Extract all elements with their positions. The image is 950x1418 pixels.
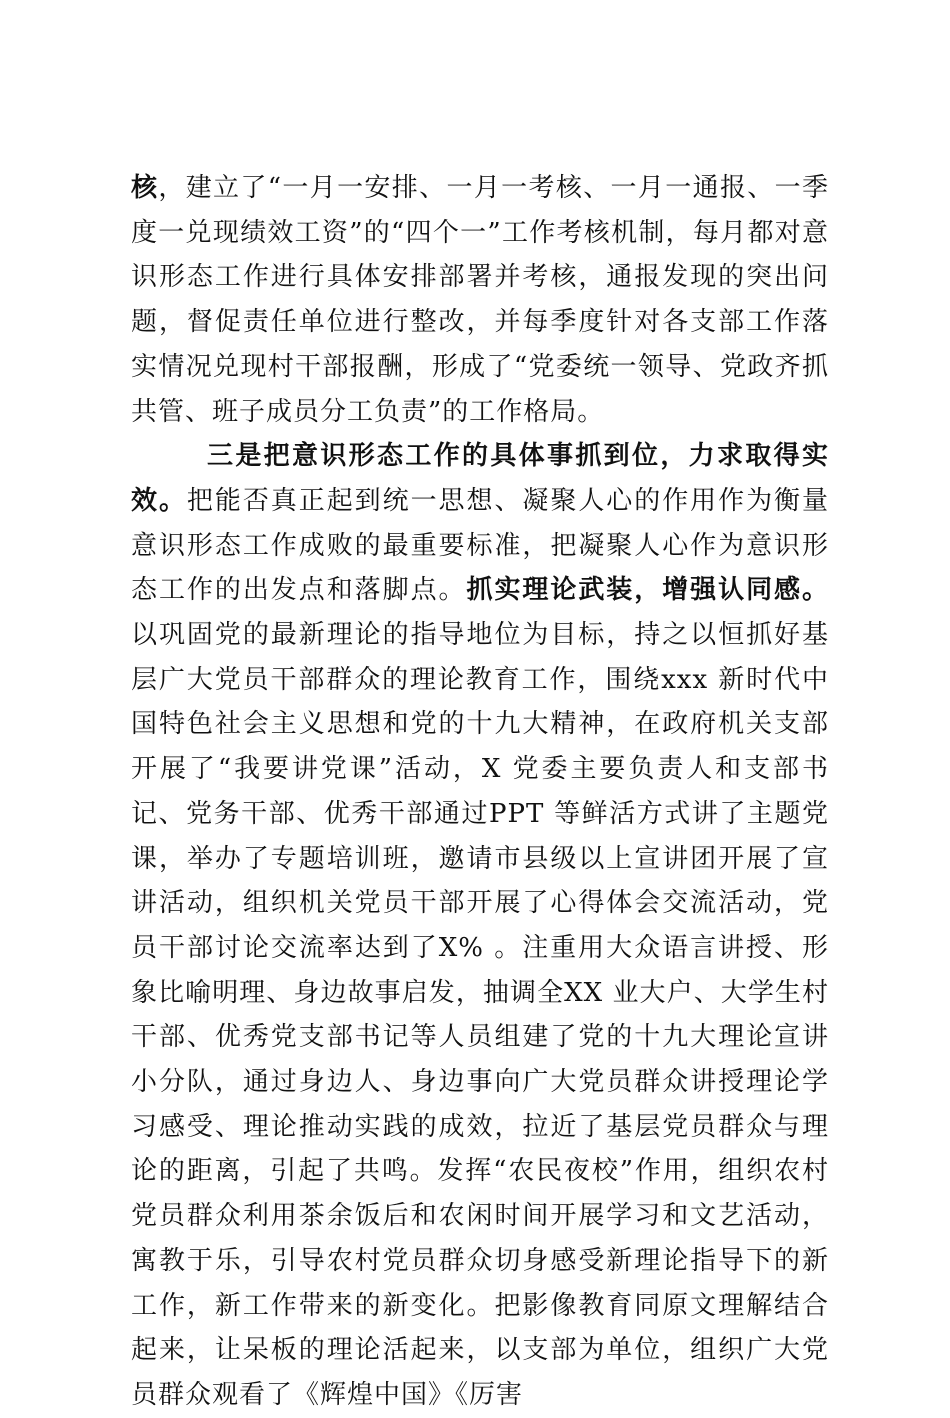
bold-run: 核 <box>131 173 159 203</box>
subsection-heading: 抓实理论武装，增强认同感。 <box>466 575 829 606</box>
text-run: ，建立了“一月一安排、一月一考核、一月一通报、一季度一兑现绩效工资”的“四个一”工作考核机制，每月都对意识形态工作进行具体安排部署并考核，通报发现的突出问题，督促责任单位进行整改，并每季度针对各支部工作落实情况兑现村干部报酬，形成了“党委统一领导、党政齐抓共管、班子成员分工负责”的工作格局。 <box>131 173 829 427</box>
paragraph-1 <box>131 166 829 434</box>
text-run: 把能否真正起到统一思想、凝聚人心的作用作为衡量意识形态工作成败的最重要标准，把凝聚人心作为意识形态工作的出发点和落脚点。 <box>131 485 829 606</box>
text-run: 以巩固党的最新理论的指导地位为目标，持之以恒抓好基层广大党员干部群众的理论教育工作，围绕xxx 新时代中国特色社会主义思想和党的十九大精神，在政府机关支部开展了“我要讲党课”活动，X 党委主要负责人和支部书记、党务干部、优秀干部通过PPT 等鲜活方式讲了主题党课，举办了专题培训班，邀请市县级以上宣讲团开展了宣讲活动，组织机关党员干部开展了心得体会交流活动，党员干部讨论交流率达到了X% 。注重用大众语言讲授、形象比喻明理、身边故事启发，抽调全XX 业大户、大学生村干部、优秀党支部书记等人员组建了党的十九大理论宣讲小分队，通过身边人、身边事向广大党员群众讲授理论学习感受、理论推动实践的成效，拉近了基层党员群众与理论的距离，引起了共鸣。发挥“农民夜校”作用，组织农村党员群众利用茶余饭后和农闲时间开展学习和文艺活动，寓教于乐，引导农村党员群众切身感受新理论指导下的新工作，新工作带来的新变化。把影像教育同原文理解结合起来，让呆板的理论活起来，以支部为单位，组织广大党员群众观看了《辉煌中国》《厉害 <box>131 620 829 1410</box>
document-body <box>131 166 829 1418</box>
paragraph-2 <box>131 434 829 1417</box>
section-heading: 三是把意识形态工作的具体事抓到位，力求取得实效。 <box>131 441 829 516</box>
